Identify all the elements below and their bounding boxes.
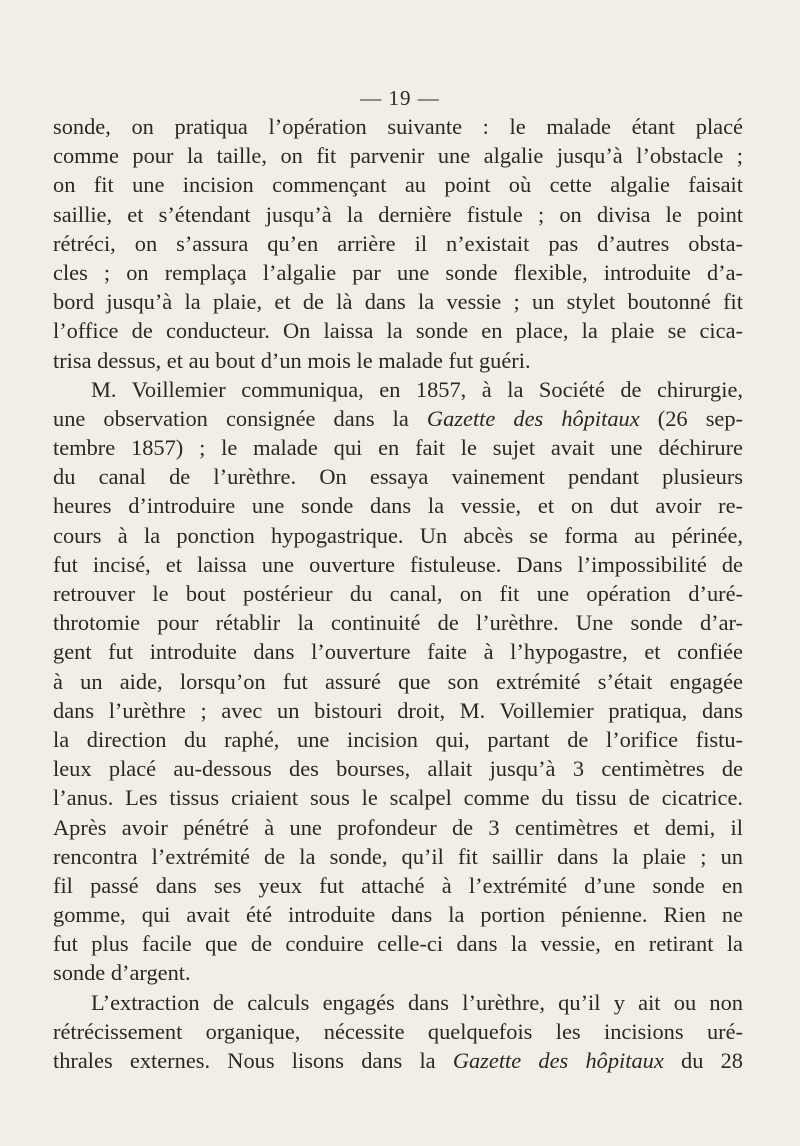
text-line: thrales externes. Nous lisons dans la Gazette des hôpitaux du 28	[53, 1048, 743, 1073]
text-line: leux placé au-dessous des bourses, allait jusqu’à 3 centimètres de	[53, 756, 743, 782]
text-line: M. Voillemier communiqua, en 1857, à la Société de chirurgie,	[91, 376, 743, 402]
text-line: dans l’urèthre ; avec un bistouri droit, M. Voillemier pratiqua, dans	[53, 697, 743, 723]
journal-title: Gazette des hôpitaux	[426, 405, 640, 431]
text-line: L’extraction de calculs engagés dans l’urèthre, qu’il y ait ou non	[91, 989, 743, 1015]
text-line: gomme, qui avait été introduite dans la portion pénienne. Rien ne	[53, 902, 743, 928]
text-line: du canal de l’urèthre. On essaya vainement pendant plusieurs	[53, 464, 743, 490]
text-line: sonde, on pratiqua l’opération suivante : le malade étant placé	[53, 114, 743, 139]
text-line: on fit une incision commençant au point où cette algalie faisait	[53, 172, 743, 198]
text-line: retrouver le bout postérieur du canal, on fit une opération d’uré-	[53, 581, 743, 606]
text-line: throtomie pour rétablir la continuité de l’urèthre. Une sonde d’ar-	[53, 610, 743, 636]
text-line: comme pour la taille, on fit parvenir une algalie jusqu’à l’obstacle ;	[53, 143, 743, 169]
text-line: rétrécissement organique, nécessite quelquefois les incisions uré-	[53, 1018, 743, 1044]
text-line: trisa dessus, et au bout d’un mois le malade fut guéri.	[53, 347, 531, 373]
text-line: l’office de conducteur. On laissa la sonde en place, la plaie se cica-	[53, 318, 743, 344]
text-line: heures d’introduire une sonde dans la vessie, et on dut avoir re-	[53, 493, 743, 519]
text-line: fut plus facile que de conduire celle-ci dans la vessie, en retirant la	[53, 931, 743, 957]
text-line: fut incisé, et laissa une ouverture fistuleuse. Dans l’impossibilité de	[53, 551, 743, 577]
text-line: sonde d’argent.	[53, 960, 191, 986]
text-line: l’anus. Les tissus criaient sous le scalpel comme du tissu de cicatrice.	[53, 785, 743, 811]
text-line: la direction du raphé, une incision qui, partant de l’orifice fistu-	[53, 726, 743, 752]
text-line: rétréci, on s’assura qu’en arrière il n’existait pas d’autres obsta-	[53, 230, 743, 256]
body-text	[53, 112, 743, 1075]
text-line: gent fut introduite dans l’ouverture faite à l’hypogastre, et confiée	[53, 639, 743, 665]
text-line: une observation consignée dans la Gazette des hôpitaux (26 sep-	[53, 405, 743, 431]
text-line: Après avoir pénétré à une profondeur de 3 centimètres et demi, il	[53, 814, 743, 840]
journal-title: Gazette des hôpitaux	[452, 1048, 664, 1073]
text-line: fil passé dans ses yeux fut attaché à l’extrémité d’une sonde en	[53, 872, 743, 898]
page-number: — 19 —	[360, 86, 440, 110]
text-line: à un aide, lorsqu’on fut assuré que son extrémité s’était engagée	[53, 668, 743, 694]
text-line: rencontra l’extrémité de la sonde, qu’il fit saillir dans la plaie ; un	[53, 843, 743, 869]
text-line: saillie, et s’étendant jusqu’à la dernière fistule ; on divisa le point	[53, 201, 743, 227]
text-line: bord jusqu’à la plaie, et de là dans la vessie ; un stylet boutonné fit	[53, 289, 743, 315]
text-line: tembre 1857) ; le malade qui en fait le sujet avait une déchirure	[53, 435, 743, 461]
text-line: cles ; on remplaça l’algalie par une sonde flexible, introduite d’a-	[53, 259, 743, 285]
text-line: cours à la ponction hypogastrique. Un abcès se forma au périnée,	[53, 522, 743, 548]
